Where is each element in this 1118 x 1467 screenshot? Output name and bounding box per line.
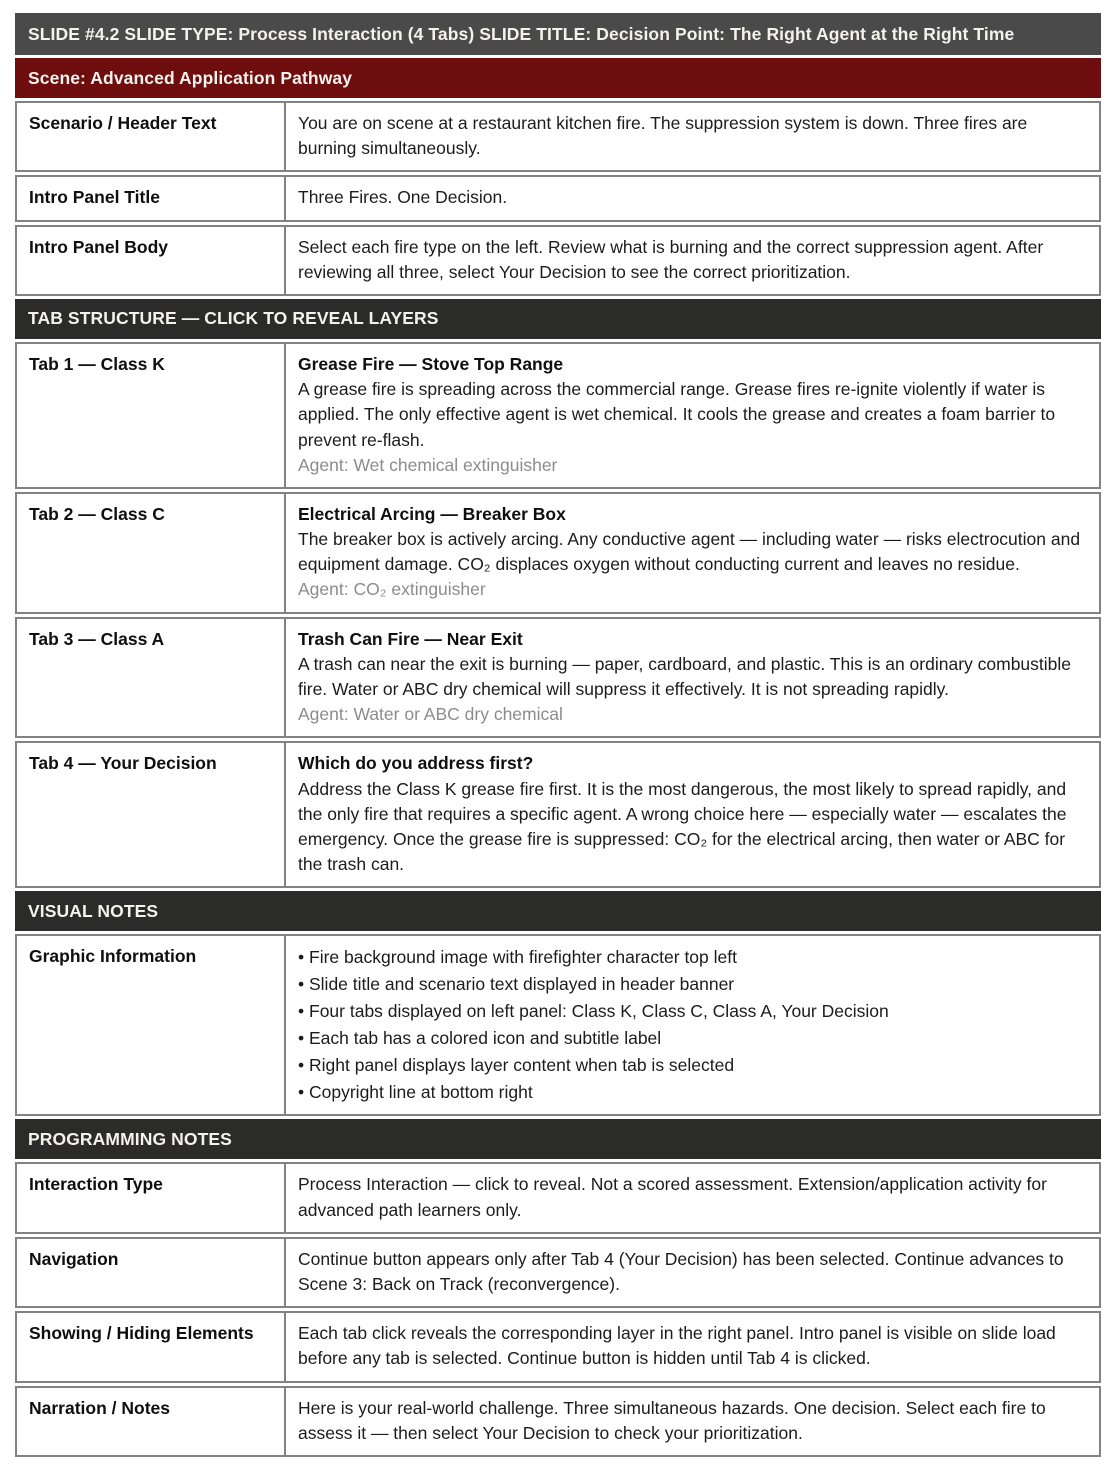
row-narration-notes <box>15 1386 1101 1457</box>
agent-line: Agent: CO₂ extinguisher <box>298 579 486 600</box>
row-content <box>286 619 1099 737</box>
row-tab-1-class-k <box>15 342 1101 489</box>
row-label: Graphic Information <box>17 936 286 1114</box>
layer-body: The breaker box is actively arcing. Any conductive agent — including water — risks electrocution and equipment damage. CO₂ displaces oxygen without conducting current and leaves no residue. <box>298 529 1081 575</box>
scene-bar-text: Scene: Advanced Application Pathway <box>28 67 353 88</box>
row-content: Three Fires. One Decision. <box>298 187 508 208</box>
section-header-text: VISUAL NOTES <box>28 900 159 921</box>
layer-title: Grease Fire — Stove Top Range <box>298 353 564 374</box>
graphic-information-item: • Copyright line at bottom right <box>298 1079 1085 1106</box>
row-tab-2-class-c <box>15 492 1101 614</box>
scene-bar <box>15 58 1101 98</box>
row-label: Tab 4 — Your Decision <box>17 743 286 886</box>
slide-header-text: SLIDE #4.2 SLIDE TYPE: Process Interaction (4 Tabs) SLIDE TITLE: Decision Point: The Right Agent at the Right Time <box>28 23 1015 44</box>
layer-title: Electrical Arcing — Breaker Box <box>298 503 566 524</box>
layer-title: Which do you address first? <box>298 753 534 774</box>
row-label: Intro Panel Body <box>17 227 286 294</box>
layer-title: Trash Can Fire — Near Exit <box>298 628 523 649</box>
slide-header-bar <box>15 13 1101 55</box>
section-header-text: TAB STRUCTURE — CLICK TO REVEAL LAYERS <box>28 308 439 329</box>
row-label: Tab 2 — Class C <box>17 494 286 612</box>
row-content <box>286 344 1099 487</box>
graphic-information-item: • Each tab has a colored icon and subtitle label <box>298 1025 1085 1052</box>
agent-line: Agent: Wet chemical extinguisher <box>298 454 558 475</box>
row-label: Narration / Notes <box>17 1388 286 1455</box>
row-scenario-header-text <box>15 101 1101 172</box>
row-label: Tab 1 — Class K <box>17 344 286 487</box>
row-tab-3-class-a <box>15 617 1101 739</box>
row-intro-panel-body <box>15 225 1101 296</box>
layer-body: A trash can near the exit is burning — paper, cardboard, and plastic. This is an ordinary combustible fire. Water or ABC dry chemical will suppress it effectively. It is not spreading rapidly. <box>298 653 1072 699</box>
section-header-tab-structure <box>15 299 1101 339</box>
graphic-information-item: • Four tabs displayed on left panel: Class K, Class C, Class A, Your Decision <box>298 998 1085 1025</box>
row-content <box>286 936 1099 1114</box>
section-header-text: PROGRAMMING NOTES <box>28 1128 232 1149</box>
row-content: Select each fire type on the left. Review what is burning and the correct suppression agent. After reviewing all three, select Your Decision to see the correct prioritization. <box>298 236 1044 282</box>
storyboard-document <box>15 13 1101 1457</box>
row-interaction-type <box>15 1162 1101 1233</box>
graphic-information-item: • Slide title and scenario text displayed in header banner <box>298 971 1085 998</box>
row-label: Navigation <box>17 1239 286 1306</box>
row-content <box>286 743 1099 886</box>
row-content <box>286 494 1099 612</box>
row-tab-4-your-decision <box>15 741 1101 888</box>
section-header-programming-notes <box>15 1119 1101 1159</box>
row-intro-panel-title <box>15 175 1101 221</box>
row-showing-hiding-elements <box>15 1311 1101 1382</box>
row-content: Process Interaction — click to reveal. Not a scored assessment. Extension/application activity for advanced path learners only. <box>298 1174 1047 1220</box>
section-header-visual-notes <box>15 891 1101 931</box>
row-content: Continue button appears only after Tab 4 (Your Decision) has been selected. Continue advances to Scene 3: Back on Track (reconvergence). <box>298 1248 1064 1294</box>
row-content: You are on scene at a restaurant kitchen fire. The suppression system is down. Three fires are burning simultaneously. <box>298 113 1028 159</box>
graphic-information-item: • Fire background image with firefighter character top left <box>298 944 1085 971</box>
graphic-information-item: • Right panel displays layer content when tab is selected <box>298 1052 1085 1079</box>
layer-body: A grease fire is spreading across the commercial range. Grease fires re-ignite violently if water is applied. The only effective agent is wet chemical. It cools the grease and creates a foam barrier to prevent re-flash. <box>298 379 1056 450</box>
row-label: Intro Panel Title <box>17 177 286 219</box>
row-navigation <box>15 1237 1101 1308</box>
graphic-information-list <box>298 944 1085 1105</box>
row-content: Each tab click reveals the corresponding layer in the right panel. Intro panel is visible on slide load before any tab is selected. Continue button is hidden until Tab 4 is clicked. <box>298 1323 1056 1369</box>
row-label: Showing / Hiding Elements <box>17 1313 286 1380</box>
row-content: Here is your real-world challenge. Three simultaneous hazards. One decision. Select each fire to assess it — then select Your Decision to check your prioritization. <box>298 1397 1046 1443</box>
agent-line: Agent: Water or ABC dry chemical <box>298 704 563 725</box>
layer-body: Address the Class K grease fire first. It is the most dangerous, the most likely to spread rapidly, and the only fire that requires a specific agent. A wrong choice here — especially water — escalates the emergency. Once the grease fire is suppressed: CO₂ for the electrical arcing, then water or ABC for the trash can. <box>298 778 1067 875</box>
row-graphic-information <box>15 934 1101 1116</box>
row-label: Tab 3 — Class A <box>17 619 286 737</box>
row-label: Scenario / Header Text <box>17 103 286 170</box>
row-label: Interaction Type <box>17 1164 286 1231</box>
